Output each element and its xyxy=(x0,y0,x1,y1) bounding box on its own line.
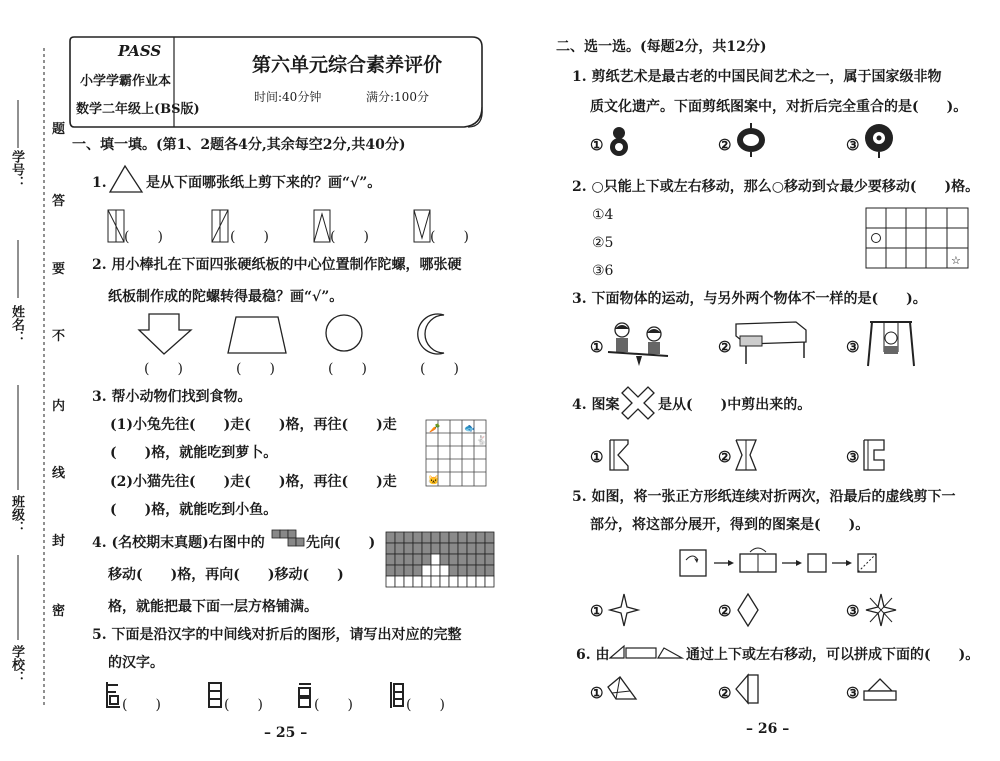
page-number-left: – 25 – xyxy=(264,725,308,741)
q1-blank[interactable]: ( ) xyxy=(330,229,369,245)
svg-text:🥕: 🥕 xyxy=(429,424,441,434)
pinwheel-star-icon xyxy=(864,592,898,628)
class-label: 班级： xyxy=(9,495,24,534)
svg-text:☆: ☆ xyxy=(951,254,961,267)
grid-cell xyxy=(413,554,422,565)
r-q6-line1a: 6. 由 xyxy=(576,647,610,663)
folded-pattern-icon xyxy=(734,438,760,472)
grid-cell xyxy=(404,565,413,576)
grid-cell xyxy=(422,543,431,554)
q5-line2: 的汉字。 xyxy=(108,655,164,671)
grid-cell xyxy=(395,532,404,543)
q1-number: 1. xyxy=(92,175,107,191)
q4-line3: 格，就能把最下面一层方格铺满。 xyxy=(108,599,318,615)
grid-cell xyxy=(449,576,458,587)
r-q1-opt[interactable]: ① xyxy=(590,136,604,154)
r-q1-line1: 1. 剪纸艺术是最古老的中国民间艺术之一，属于国家级非物 xyxy=(572,69,942,85)
seal-char: 封 xyxy=(52,534,66,549)
r-q6-opt[interactable]: ① xyxy=(590,684,604,702)
grid-cell xyxy=(476,565,485,576)
r-q4-line1b: 是从( )中剪出来的。 xyxy=(658,397,812,413)
composite-shape-icon xyxy=(606,675,638,703)
grid-cell xyxy=(485,543,494,554)
grid-cell xyxy=(386,532,395,543)
q1-blank[interactable]: ( ) xyxy=(430,229,469,245)
series-name: 小学学霸作业本 xyxy=(80,74,172,89)
q5-blank[interactable]: ( ) xyxy=(224,697,263,713)
seal-char: 答 xyxy=(52,194,66,209)
r-q2-opt[interactable]: ③6 xyxy=(592,263,614,279)
grid-cell xyxy=(476,532,485,543)
q1-text: 是从下面哪张纸上剪下来的？画“√”。 xyxy=(146,175,382,191)
r-q4-opt[interactable]: ② xyxy=(718,448,732,466)
grid-cell xyxy=(449,565,458,576)
lantern-papercut-icon xyxy=(734,122,768,158)
r-q4-opt[interactable]: ① xyxy=(590,448,604,466)
q2-blank[interactable]: ( ) xyxy=(328,361,367,377)
grid-cell xyxy=(422,532,431,543)
name-label: 姓名： xyxy=(9,305,24,344)
q4-line2: 移动( )格，再向( )移动( ) xyxy=(108,567,344,583)
grid-cell xyxy=(476,576,485,587)
x-pattern-icon xyxy=(620,385,656,421)
half-character-icon xyxy=(206,680,226,710)
grid-cell xyxy=(386,576,395,587)
four-point-star-icon xyxy=(608,592,640,628)
circle-shape xyxy=(324,313,366,355)
page-number-right: – 26 – xyxy=(746,721,790,737)
folded-pattern-icon xyxy=(608,438,630,472)
composite-shape-icon xyxy=(734,673,762,705)
grid-cell xyxy=(404,543,413,554)
grid-cell xyxy=(431,532,440,543)
q2-blank[interactable]: ( ) xyxy=(144,361,183,377)
grid-cell xyxy=(440,554,449,565)
seal-char: 题 xyxy=(52,122,66,137)
q5-blank[interactable]: ( ) xyxy=(314,697,353,713)
crescent-shape xyxy=(414,312,454,356)
r-q3-opt[interactable]: ① xyxy=(590,338,604,356)
grid-cell xyxy=(449,554,458,565)
grid-cell xyxy=(458,543,467,554)
grid-cell xyxy=(395,554,404,565)
r-q5-opt[interactable]: ② xyxy=(718,602,732,620)
tetromino-shape xyxy=(270,528,306,552)
r-q3-opt[interactable]: ③ xyxy=(846,338,860,356)
grid-cell xyxy=(404,554,413,565)
r-q6-opt[interactable]: ② xyxy=(718,684,732,702)
grid-cell xyxy=(404,532,413,543)
diamond-icon xyxy=(736,592,760,628)
movement-grid xyxy=(864,206,970,270)
grid-cell xyxy=(440,532,449,543)
seal-char: 不 xyxy=(52,329,66,344)
q3-line4: ( )格，就能吃到小鱼。 xyxy=(110,502,278,518)
grid-cell xyxy=(467,532,476,543)
flower-papercut-icon xyxy=(862,122,896,158)
r-q4-line1a: 4. 图案 xyxy=(572,397,620,413)
q3-line1: (1)小兔先往( )走( )格，再往( )走 xyxy=(110,417,397,433)
r-q1-line2: 质文化遗产。下面剪纸图案中，对折后完全重合的是( )。 xyxy=(590,99,968,115)
q3-line3: (2)小猫先往( )走( )格，再往( )走 xyxy=(110,474,397,490)
tiling-grid xyxy=(384,530,496,588)
seal-char: 密 xyxy=(52,604,66,619)
r-q2-opt[interactable]: ②5 xyxy=(592,235,614,251)
folding-steps xyxy=(676,544,886,580)
grid-cell xyxy=(395,565,404,576)
grid-cell xyxy=(458,576,467,587)
composite-shape-icon xyxy=(862,677,898,703)
grid-cell xyxy=(386,565,395,576)
grid-cell xyxy=(413,543,422,554)
grid-cell xyxy=(422,565,431,576)
grid-cell xyxy=(431,576,440,587)
triangle-icon xyxy=(108,164,144,194)
grid-cell xyxy=(476,554,485,565)
half-character-icon xyxy=(296,680,316,710)
full-score: 满分:100分 xyxy=(366,90,429,104)
grid-cell xyxy=(449,543,458,554)
q5-blank[interactable]: ( ) xyxy=(122,697,161,713)
r-q1-opt[interactable]: ③ xyxy=(846,136,860,154)
q2-line1: 2. 用小棒扎在下面四张硬纸板的中心位置制作陀螺，哪张硬 xyxy=(92,257,462,273)
grid-cell xyxy=(440,543,449,554)
logo: PASS xyxy=(118,42,162,60)
grid-cell xyxy=(440,565,449,576)
seal-char: 内 xyxy=(52,399,66,414)
student-id-label: 学号： xyxy=(9,150,24,189)
grid-cell xyxy=(431,543,440,554)
time-limit: 时间:40分钟 xyxy=(254,90,322,104)
school-label: 学校： xyxy=(9,645,24,684)
grid-cell xyxy=(458,532,467,543)
arrow-shape xyxy=(137,312,193,356)
grid-cell xyxy=(431,554,440,565)
q5-line1: 5. 下面是沿汉字的中间线对折后的图形，请写出对应的完整 xyxy=(92,627,462,643)
grid-cell xyxy=(485,532,494,543)
grid-cell xyxy=(485,554,494,565)
grid-cell xyxy=(413,576,422,587)
r-q5-opt[interactable]: ① xyxy=(590,602,604,620)
grid-cell xyxy=(422,576,431,587)
r-q5-line1: 5. 如图，将一张正方形纸连续对折两次，沿最后的虚线剪下一 xyxy=(572,489,956,505)
page-title: 第六单元综合素养评价 xyxy=(252,54,443,76)
tile-shapes-icon xyxy=(608,644,684,660)
q3-title: 3. 帮小动物们找到食物。 xyxy=(92,389,252,405)
svg-text:🐇: 🐇 xyxy=(476,436,488,446)
grid-cell xyxy=(422,554,431,565)
grid-cell xyxy=(476,543,485,554)
r-q1-opt[interactable]: ② xyxy=(718,136,732,154)
grade-label: 数学二年级上(BS版) xyxy=(76,102,200,117)
q2-line2: 纸板制作成的陀螺转得最稳？画“√”。 xyxy=(108,289,344,305)
q1-blank[interactable]: ( ) xyxy=(230,229,269,245)
grid-cell xyxy=(395,576,404,587)
r-q3-opt[interactable]: ② xyxy=(718,338,732,356)
drawer-icon xyxy=(734,320,808,366)
r-q5-line2: 部分，将这部分展开，得到的图案是( )。 xyxy=(590,517,870,533)
svg-text:🐟: 🐟 xyxy=(464,424,476,434)
seesaw-kids-icon xyxy=(606,320,672,368)
animal-grid xyxy=(424,418,488,488)
section-one-heading: 一、填一填。(第1、2题各4分,其余每空2分,共40分) xyxy=(72,137,406,153)
seal-char: 要 xyxy=(52,262,66,277)
grid-cell xyxy=(431,565,440,576)
trapezoid-shape xyxy=(226,315,288,355)
grid-cell xyxy=(458,554,467,565)
r-q6-opt[interactable]: ③ xyxy=(846,684,860,702)
r-q6-line1b: 通过上下或左右移动，可以拼成下面的( )。 xyxy=(686,647,980,663)
section-two-heading: 二、选一选。(每题2分，共12分) xyxy=(556,39,767,55)
r-q2-opt[interactable]: ①4 xyxy=(592,207,614,223)
q4-line1b: 先向( ) xyxy=(306,535,376,551)
grid-cell xyxy=(467,565,476,576)
folded-pattern-icon xyxy=(862,438,888,472)
grid-cell xyxy=(395,543,404,554)
q3-line2: ( )格，就能吃到萝卜。 xyxy=(110,445,278,461)
folded-paper-icon xyxy=(210,208,232,244)
grid-cell xyxy=(440,576,449,587)
grid-cell xyxy=(404,576,413,587)
q2-blank[interactable]: ( ) xyxy=(236,361,275,377)
grid-cell xyxy=(467,576,476,587)
grid-cell xyxy=(485,565,494,576)
grid-cell xyxy=(485,576,494,587)
grid-cell xyxy=(449,532,458,543)
r-q4-opt[interactable]: ③ xyxy=(846,448,860,466)
grid-cell xyxy=(467,543,476,554)
q2-blank[interactable]: ( ) xyxy=(420,361,459,377)
q5-blank[interactable]: ( ) xyxy=(406,697,445,713)
half-character-icon xyxy=(104,680,124,710)
grid-cell xyxy=(386,543,395,554)
grid-cell xyxy=(386,554,395,565)
r-q3-line1: 3. 下面物体的运动，与另外两个物体不一样的是( )。 xyxy=(572,291,927,307)
half-character-icon xyxy=(388,680,408,710)
grid-cell xyxy=(467,554,476,565)
swing-icon xyxy=(866,316,916,368)
gourd-papercut-icon xyxy=(608,124,630,158)
q4-line1a: 4. (名校期末真题)右图中的 xyxy=(92,535,265,551)
grid-cell xyxy=(413,532,422,543)
seal-char: 线 xyxy=(52,466,66,481)
q1-blank[interactable]: ( ) xyxy=(124,229,163,245)
svg-text:🐱: 🐱 xyxy=(428,476,440,486)
r-q2-line1: 2. ○只能上下或左右移动，那么○移动到☆最少要移动( )格。 xyxy=(572,179,980,195)
r-q5-opt[interactable]: ③ xyxy=(846,602,860,620)
grid-cell xyxy=(413,565,422,576)
grid-cell xyxy=(458,565,467,576)
